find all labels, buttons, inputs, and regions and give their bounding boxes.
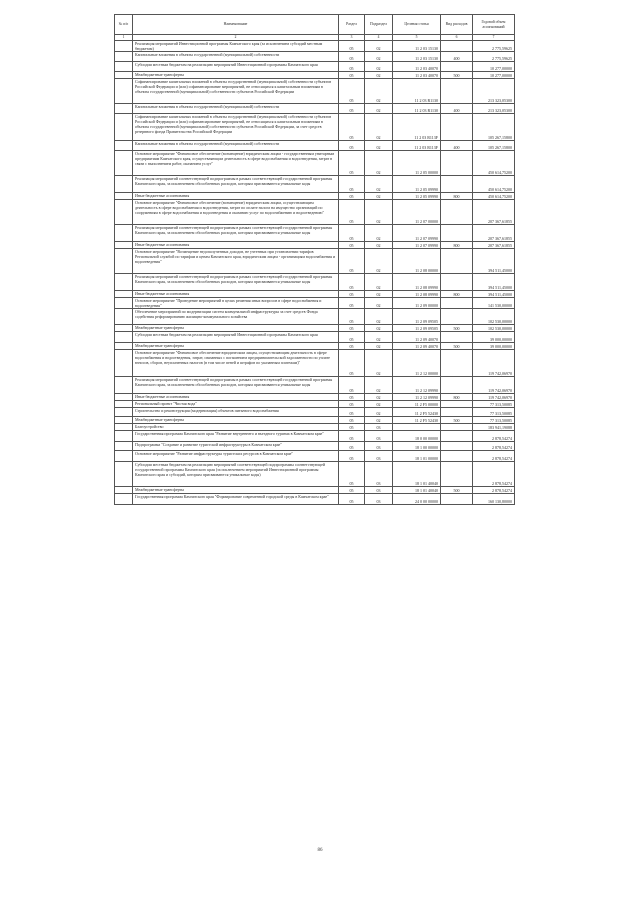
row-amount-cell: 105 267,15800 [473,114,515,141]
row-expense-type-cell: 500 [441,487,473,494]
table-row [115,431,515,442]
row-amount-cell: 450 614,75200 [473,151,515,176]
row-number-cell [115,298,133,309]
row-subsection-cell: 03 [365,431,393,442]
row-name-cell: Софинансирование капитальных вложений в объекты государственной (муниципальной) собственности субъектов Российской Федерации и (или) софинансирование мероприятий, не относящихся к капитальным вложениям в объекты государственной (муниципальной) собственности субъектов Российской Федерации, за счет средств резервного фонда Правительства Российской Федерации [133,114,339,141]
row-section-cell: 05 [339,417,365,424]
row-target-cell: 11 2 09 09505 [393,325,441,332]
row-expense-type-cell: 400 [441,141,473,151]
row-expense-type-cell: 800 [441,193,473,200]
row-section-cell: 05 [339,79,365,104]
table-row [115,193,515,200]
row-name-cell: Подпрограмма "Создание и развитие туристской инфраструктуры в Камчатском крае" [133,442,339,451]
row-name-cell: Межбюджетные трансферты [133,325,339,332]
row-subsection-cell: 02 [365,249,393,274]
table-row [115,141,515,151]
row-subsection-cell: 02 [365,377,393,394]
row-expense-type-cell [441,298,473,309]
column-number: 4 [365,35,393,41]
header-col-no: № п/п [115,15,133,35]
table-body [115,41,515,505]
row-name-cell: Реализация мероприятий соответствующей подпрограммы в рамках соответствующей государственной программы Камчатского края, за исключением обособленных расходов, которым присваиваются уникальные коды [133,176,339,193]
row-subsection-cell: 02 [365,332,393,343]
row-amount-cell: 450 614,75200 [473,176,515,193]
row-section-cell: 05 [339,72,365,79]
row-subsection-cell: 02 [365,62,393,72]
row-number-cell [115,343,133,350]
row-section-cell: 05 [339,408,365,417]
row-target-cell: 11 2 03 40070 [393,62,441,72]
row-name-cell: Субсидии местным бюджетам на реализацию мероприятий Инвестиционной программы Камчатского края [133,62,339,72]
row-amount-cell: 2 878,54274 [473,431,515,442]
row-section-cell: 05 [339,114,365,141]
row-expense-type-cell [441,442,473,451]
row-section-cell: 05 [339,141,365,151]
row-name-cell: Иные бюджетные ассигнования [133,291,339,298]
row-section-cell: 05 [339,325,365,332]
table-row [115,274,515,291]
row-name-cell: Основное мероприятие "Финансовое обеспечение (возмещение) юридическим лицам, осуществляющим деятельность в сфере водоснабжения и водоотведения, затрат по оплате налога на имущество организаций по сооружениям в сфере водоснабжения и водоотведения и оказанию услуг по водоснабжению и водоотведению" [133,200,339,225]
row-expense-type-cell: 400 [441,104,473,114]
table-row [115,72,515,79]
row-subsection-cell: 02 [365,141,393,151]
row-number-cell [115,176,133,193]
row-section-cell: 05 [339,225,365,242]
row-amount-cell: 2 878,54274 [473,462,515,487]
table-row [115,298,515,309]
table-row [115,291,515,298]
row-target-cell: 11 2 08 09990 [393,274,441,291]
row-subsection-cell: 02 [365,114,393,141]
row-subsection-cell: 02 [365,79,393,104]
page-number: 86 [317,848,323,853]
row-expense-type-cell [441,41,473,52]
header-col-amount: Годовой объем ассигнований [473,15,515,35]
row-name-cell: Строительство и реконструкция (модернизация) объектов питьевого водоснабжения [133,408,339,417]
row-amount-cell: 77 313,50085 [473,401,515,408]
row-section-cell: 05 [339,424,365,431]
row-name-cell: Иные бюджетные ассигнования [133,193,339,200]
row-number-cell [115,114,133,141]
row-subsection-cell: 02 [365,298,393,309]
row-number-cell [115,200,133,225]
row-subsection-cell: 02 [365,417,393,424]
row-amount-cell: 10 277,00000 [473,72,515,79]
row-section-cell: 05 [339,52,365,62]
row-number-cell [115,193,133,200]
row-expense-type-cell: 400 [441,52,473,62]
row-target-cell: 11 2 07 09990 [393,225,441,242]
row-section-cell: 05 [339,249,365,274]
row-target-cell: 11 2 09 00000 [393,298,441,309]
row-name-cell: Основное мероприятие "Развитие инфраструктуры туристских ресурсов в Камчатском крае" [133,451,339,462]
table-row [115,114,515,141]
row-amount-cell: 2 878,54274 [473,451,515,462]
row-section-cell: 05 [339,193,365,200]
row-name-cell: Софинансирование капитальных вложений в объекты государственной (муниципальной) собственности субъектов Российской Федерации и (или) софинансирование мероприятий, не относящихся к капитальным вложениям в объекты государственной (муниципальной) собственности субъектов Российской Федерации [133,79,339,104]
table-row [115,377,515,394]
row-section-cell: 05 [339,431,365,442]
row-section-cell: 05 [339,487,365,494]
row-amount-cell: 207 367,61855 [473,200,515,225]
row-name-cell: Межбюджетные трансферты [133,343,339,350]
table-row [115,242,515,249]
row-number-cell [115,274,133,291]
row-number-cell [115,431,133,442]
row-expense-type-cell [441,377,473,394]
row-name-cell: Основное мероприятие "Финансовое обеспечение (возмещение) юридическим лицам - государственным унитарным предприятиям Камчатского края, осуществляющим деятельность в сфере водоснабжения и водоотведения, затрат в связи с выполнением работ, оказанием услуг" [133,151,339,176]
row-amount-cell: 10 277,00000 [473,62,515,72]
row-target-cell: 11 2 03 15130 [393,52,441,62]
row-amount-cell: 105 267,15800 [473,141,515,151]
table-row [115,309,515,325]
row-number-cell [115,377,133,394]
row-number-cell [115,424,133,431]
row-subsection-cell: 02 [365,72,393,79]
table-row [115,487,515,494]
row-amount-cell: 450 614,75200 [473,193,515,200]
row-target-cell: 11 2 03 15130 [393,41,441,52]
row-subsection-cell: 02 [365,104,393,114]
row-subsection-cell: 02 [365,274,393,291]
row-number-cell [115,62,133,72]
row-section-cell: 05 [339,401,365,408]
row-expense-type-cell [441,494,473,505]
row-name-cell: Основное мероприятие "Финансовое обеспечение юридическим лицам, осуществляющим деятельность в сфере водоснабжения и водоотведения, затрат, связанных с погашением предпринимательской задолженности по уплате взносов, сборов, неуплаченных налогов (в том числе пеней и штрафов по указанным платежам)" [133,350,339,377]
row-section-cell: 05 [339,274,365,291]
row-amount-cell: 2 775,59625 [473,41,515,52]
row-name-cell: Межбюджетные трансферты [133,72,339,79]
row-number-cell [115,332,133,343]
table-row [115,394,515,401]
row-amount-cell: 77 313,50085 [473,417,515,424]
row-number-cell [115,104,133,114]
row-section-cell: 05 [339,451,365,462]
row-amount-cell: 39 000,00000 [473,332,515,343]
row-expense-type-cell: 800 [441,394,473,401]
row-expense-type-cell [441,249,473,274]
row-amount-cell: 2 878,54274 [473,487,515,494]
row-amount-cell: 119 742,06970 [473,377,515,394]
table-row [115,79,515,104]
row-target-cell: 11 2 09 40070 [393,343,441,350]
header-col-target: Целевая статья [393,15,441,35]
row-target-cell: 11 2 09 09505 [393,309,441,325]
table-row [115,442,515,451]
row-subsection-cell: 02 [365,408,393,417]
row-amount-cell: 207 367,61855 [473,225,515,242]
row-number-cell [115,462,133,487]
row-number-cell [115,242,133,249]
row-section-cell: 05 [339,151,365,176]
row-amount-cell: 394 511,45000 [473,249,515,274]
row-subsection-cell: 03 [365,462,393,487]
header-col-name: Наименование [133,15,339,35]
column-number: 3 [339,35,365,41]
row-section-cell: 05 [339,104,365,114]
row-name-cell: Благоустройство [133,424,339,431]
row-section-cell: 05 [339,442,365,451]
column-number: 7 [473,35,515,41]
row-name-cell: Капитальные вложения в объекты государственной (муниципальной) собственности [133,141,339,151]
row-subsection-cell: 02 [365,52,393,62]
row-section-cell: 05 [339,377,365,394]
row-section-cell: 05 [339,298,365,309]
table-row [115,494,515,505]
row-name-cell: Государственная программа Камчатского края "Развитие внутреннего и въездного туризма в Камчатском крае" [133,431,339,442]
row-target-cell: 11 2 F5 52430 [393,408,441,417]
row-expense-type-cell: 500 [441,72,473,79]
table-row [115,151,515,176]
row-subsection-cell: 02 [365,176,393,193]
row-subsection-cell: 02 [365,394,393,401]
row-target-cell: 11 2 03 R113F [393,114,441,141]
row-amount-cell: 102 530,00000 [473,309,515,325]
row-name-cell: Межбюджетные трансферты [133,417,339,424]
row-expense-type-cell: 800 [441,242,473,249]
row-number-cell [115,350,133,377]
row-amount-cell: 39 000,00000 [473,343,515,350]
row-name-cell: Реализация мероприятий соответствующей подпрограммы в рамках соответствующей государственной программы Камчатского края, за исключением обособленных расходов, которым присваиваются уникальные коды [133,377,339,394]
row-target-cell: 11 2 08 00000 [393,249,441,274]
row-amount-cell: 119 742,06970 [473,350,515,377]
row-subsection-cell: 03 [365,494,393,505]
row-expense-type-cell: 500 [441,343,473,350]
row-number-cell [115,494,133,505]
header-row [115,15,515,35]
row-number-cell [115,151,133,176]
row-amount-cell: 102 530,00000 [473,325,515,332]
row-name-cell: Реализация мероприятий соответствующей подпрограммы в рамках соответствующей государственной программы Камчатского края, за исключением обособленных расходов, которым присваиваются уникальные коды [133,274,339,291]
row-subsection-cell: 02 [365,350,393,377]
row-expense-type-cell [441,62,473,72]
row-number-cell [115,79,133,104]
row-expense-type-cell [441,431,473,442]
row-expense-type-cell: 500 [441,417,473,424]
header-col-section: Раздел [339,15,365,35]
row-subsection-cell: 03 [365,424,393,431]
row-name-cell: Иные бюджетные ассигнования [133,394,339,401]
row-target-cell: 11 2 03 R1130 [393,79,441,104]
row-section-cell: 05 [339,332,365,343]
column-number: 1 [115,35,133,41]
row-subsection-cell: 03 [365,451,393,462]
row-name-cell: Субсидии местным бюджетам на реализацию мероприятий Инвестиционной программы Камчатского края [133,332,339,343]
row-expense-type-cell [441,309,473,325]
row-expense-type-cell [441,451,473,462]
row-target-cell: 11 2 09 40070 [393,332,441,343]
table-row [115,249,515,274]
column-number: 5 [393,35,441,41]
row-target-cell: 11 2 03 R1130 [393,104,441,114]
row-subsection-cell: 02 [365,242,393,249]
row-number-cell [115,72,133,79]
document-page [114,14,514,505]
header-col-expense-type: Вид расходов [441,15,473,35]
row-target-cell: 11 2 F5 00000 [393,401,441,408]
table-row [115,462,515,487]
row-name-cell: Реализация мероприятий Инвестиционной программы Камчатского края (за исключением субсидий местным бюджетам) [133,41,339,52]
row-target-cell: 11 2 05 09990 [393,176,441,193]
row-subsection-cell: 03 [365,442,393,451]
row-name-cell: Субсидии местным бюджетам на реализацию мероприятий соответствующей подпрограммы соответствующей государственной программы Камчатского края (за исключением мероприятий Инвестиционной программы Камчатского края и субсидий, которым присваиваются уникальные коды) [133,462,339,487]
row-target-cell: 11 2 05 00000 [393,151,441,176]
row-section-cell: 05 [339,176,365,193]
row-number-cell [115,249,133,274]
row-section-cell: 05 [339,62,365,72]
row-section-cell: 05 [339,242,365,249]
row-number-cell [115,141,133,151]
row-expense-type-cell: 800 [441,291,473,298]
row-number-cell [115,291,133,298]
row-subsection-cell: 02 [365,225,393,242]
row-target-cell: 18 1 01 00000 [393,451,441,462]
row-expense-type-cell [441,408,473,417]
row-expense-type-cell [441,401,473,408]
row-subsection-cell: 02 [365,309,393,325]
row-number-cell [115,451,133,462]
table-row [115,332,515,343]
row-target-cell: 11 2 07 00000 [393,200,441,225]
row-target-cell: 11 2 12 00000 [393,350,441,377]
row-section-cell: 05 [339,394,365,401]
table-row [115,41,515,52]
row-amount-cell: 394 511,45000 [473,274,515,291]
row-amount-cell: 77 313,50085 [473,408,515,417]
row-target-cell: 11 2 07 09990 [393,242,441,249]
row-number-cell [115,325,133,332]
row-target-cell: 24 0 00 00000 [393,494,441,505]
row-target-cell [393,424,441,431]
row-target-cell: 11 2 12 09990 [393,377,441,394]
budget-table [114,14,515,505]
row-subsection-cell: 02 [365,200,393,225]
row-expense-type-cell [441,176,473,193]
table-row [115,401,515,408]
row-subsection-cell: 02 [365,325,393,332]
row-number-cell [115,309,133,325]
row-number-cell [115,408,133,417]
row-subsection-cell: 02 [365,401,393,408]
table-row [115,408,515,417]
row-expense-type-cell [441,79,473,104]
row-amount-cell: 213 323,05300 [473,79,515,104]
row-section-cell: 05 [339,291,365,298]
row-amount-cell: 207 367,61855 [473,242,515,249]
row-number-cell [115,442,133,451]
table-row [115,52,515,62]
table-row [115,225,515,242]
row-section-cell: 05 [339,41,365,52]
row-name-cell: Капитальные вложения в объекты государственной (муниципальной) собственности [133,52,339,62]
row-name-cell: Реализация мероприятий соответствующей подпрограммы в рамках соответствующей государственной программы Камчатского края, за исключением обособленных расходов, которым присваиваются уникальные коды [133,225,339,242]
row-target-cell: 18 0 00 00000 [393,431,441,442]
row-subsection-cell: 02 [365,343,393,350]
row-expense-type-cell: 500 [441,325,473,332]
row-number-cell [115,401,133,408]
row-expense-type-cell [441,200,473,225]
table-row [115,417,515,424]
row-name-cell: Региональный проект "Чистая вода" [133,401,339,408]
row-target-cell: 11 2 F5 52430 [393,417,441,424]
row-section-cell: 05 [339,200,365,225]
row-number-cell [115,487,133,494]
row-target-cell: 18 1 01 40040 [393,487,441,494]
row-expense-type-cell [441,350,473,377]
row-section-cell: 05 [339,462,365,487]
table-row [115,104,515,114]
table-row [115,176,515,193]
column-number: 2 [133,35,339,41]
row-section-cell: 05 [339,343,365,350]
table-row [115,451,515,462]
row-expense-type-cell [441,332,473,343]
row-amount-cell: 2 775,59625 [473,52,515,62]
row-section-cell: 05 [339,494,365,505]
row-section-cell: 05 [339,309,365,325]
table-row [115,325,515,332]
row-subsection-cell: 02 [365,41,393,52]
row-expense-type-cell [441,274,473,291]
row-target-cell: 11 2 12 09990 [393,394,441,401]
row-subsection-cell: 02 [365,291,393,298]
row-name-cell: Иные бюджетные ассигнования [133,242,339,249]
row-number-cell [115,225,133,242]
table-row [115,424,515,431]
row-expense-type-cell [441,114,473,141]
row-expense-type-cell [441,225,473,242]
row-number-cell [115,417,133,424]
row-name-cell: Основное мероприятие "Возмещение недополученных доходов, не учтенных при установлении тарифов Региональной службой по тарифам и ценам Камчатского края, юридическим лицам - организациям водоснабжения и водоотведения" [133,249,339,274]
row-amount-cell: 213 323,05300 [473,104,515,114]
row-subsection-cell: 02 [365,193,393,200]
row-expense-type-cell [441,151,473,176]
row-number-cell [115,41,133,52]
row-subsection-cell: 03 [365,487,393,494]
row-subsection-cell: 02 [365,151,393,176]
row-amount-cell: 394 511,45000 [473,291,515,298]
row-target-cell: 11 2 08 09990 [393,291,441,298]
table-row [115,350,515,377]
row-target-cell: 11 2 05 09990 [393,193,441,200]
row-name-cell: Обеспечение мероприятий по модернизации систем коммунальной инфраструктуры за счет средств Фонда содействия реформированию жилищно-коммунального хозяйства [133,309,339,325]
row-target-cell: 11 2 03 R113F [393,141,441,151]
row-amount-cell: 119 742,06970 [473,394,515,401]
row-name-cell: Межбюджетные трансферты [133,487,339,494]
row-name-cell: Капитальные вложения в объекты государственной (муниципальной) собственности [133,104,339,114]
row-name-cell: Основное мероприятие "Проведение мероприятий в целях решения иных вопросов в сфере водоснабжения и водоотведения" [133,298,339,309]
row-expense-type-cell [441,462,473,487]
row-amount-cell: 141 530,00000 [473,298,515,309]
row-section-cell: 05 [339,350,365,377]
row-amount-cell: 2 878,54274 [473,442,515,451]
table-row [115,200,515,225]
row-expense-type-cell [441,424,473,431]
row-target-cell: 18 1 00 00000 [393,442,441,451]
row-amount-cell: 160 130,80000 [473,494,515,505]
row-target-cell: 11 2 03 40070 [393,72,441,79]
row-amount-cell: 183 941,19088 [473,424,515,431]
row-target-cell: 18 1 01 40040 [393,462,441,487]
table-row [115,343,515,350]
row-number-cell [115,394,133,401]
header-col-subsection: Подраздел [365,15,393,35]
table-row [115,62,515,72]
row-name-cell: Государственная программа Камчатского края "Формирование современной городской среды в Камчатском крае" [133,494,339,505]
column-number: 6 [441,35,473,41]
row-number-cell [115,52,133,62]
